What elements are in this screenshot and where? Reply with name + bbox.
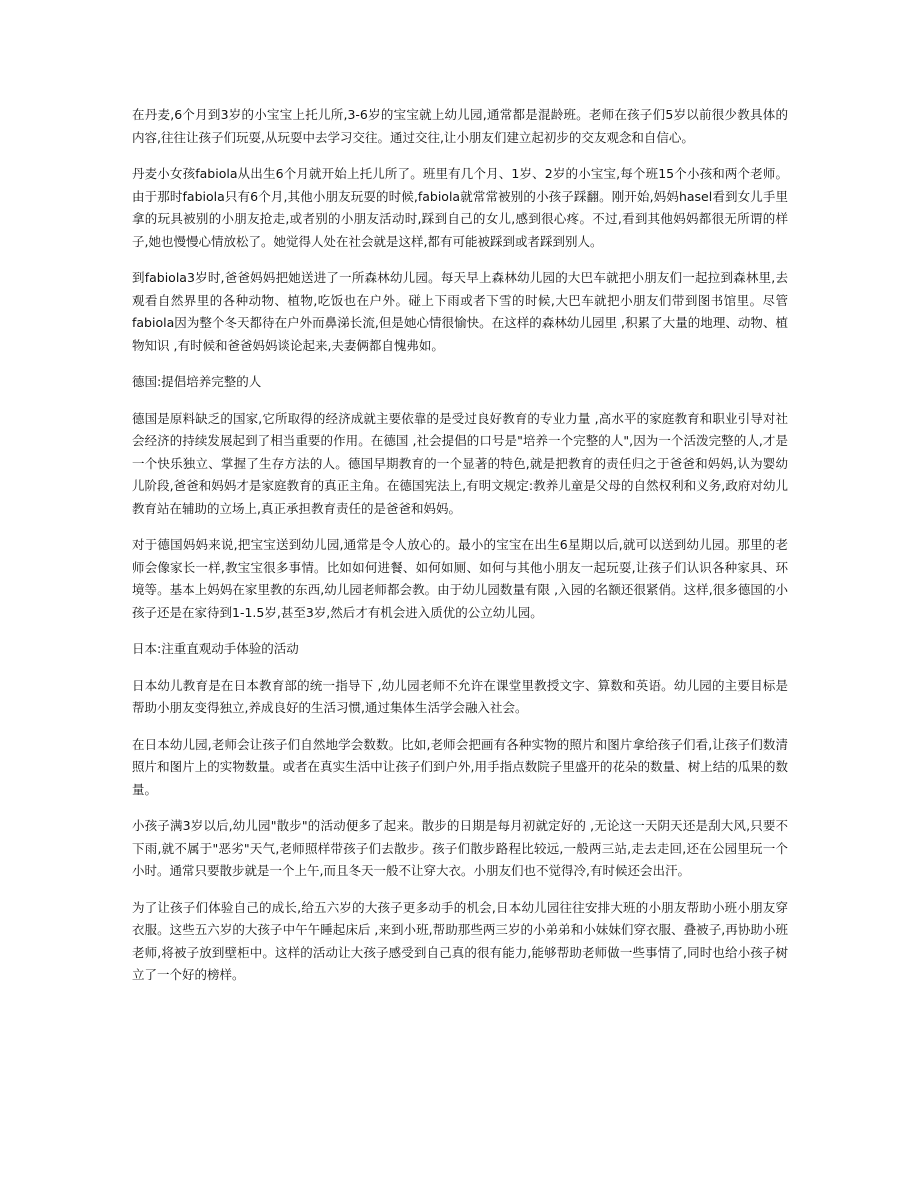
paragraph-denmark-intro: 在丹麦,6个月到3岁的小宝宝上托儿所,3-6岁的宝宝就上幼儿园,通常都是混龄班。老师在孩子们5岁以前很少教具体的内容,往往让孩子们玩耍,从玩耍中去学习交往。通过交往,让小朋友们建立起初步的交友观念和自信心。	[132, 107, 788, 145]
paragraph-germany-education: 德国是原料缺乏的国家,它所取得的经济成就主要依靠的是受过良好教育的专业力量 ,高水平的家庭教育和职业引导对社会经济的持续发展起到了相当重要的作用。在德国 ,社会提倡的口号是"培养一个完整的人",因为一个活泼完整的人,才是一个快乐独立、掌握了生存方法的人。德国早期教育的一个显著的特色,就是把教育的责任归之于爸爸和妈妈,认为婴幼儿阶段,爸爸和妈妈才是家庭教育的真正主角。在德国宪法上,有明文规定:教养儿童是父母的自然权利和义务,政府对幼儿教育站在辅助的立场上,真正承担教育责任的是爸爸和妈妈。	[132, 410, 788, 516]
paragraph-fabiola-nursery: 丹麦小女孩fabiola从出生6个月就开始上托儿所了。班里有几个月、1岁、2岁的小宝宝,每个班15个小孩和两个老师。由于那时fabiola只有6个月,其他小朋友玩耍的时候,fabiola就常常被别的小孩子踩翻。刚开始,妈妈hasel看到女儿手里拿的玩具被别的小朋友抢走,或者别的小朋友活动时,踩到自己的女儿,感到很心疼。不过,看到其他妈妈都很无所谓的样子,她也慢慢心情放松了。她觉得人处在社会就是这样,都有可能被踩到或者踩到别人。	[132, 166, 788, 249]
paragraph-japan-walk: 小孩子满3岁以后,幼儿园"散步"的活动便多了起来。散步的日期是每月初就定好的 ,无论这一天阴天还是刮大风,只要不下雨,就不属于"恶劣"天气,老师照样带孩子们去散步。孩子们散步路程比较远,一般两三站,走去走回,还在公园里玩一个小时。通常只要散步就是一个上午,而且冬天一般不让穿大衣。小朋友们也不觉得冷,有时候还会出汗。	[132, 818, 788, 878]
paragraph-germany-kindergarten: 对于德国妈妈来说,把宝宝送到幼儿园,通常是令人放心的。最小的宝宝在出生6星期以后,就可以送到幼儿园。那里的老师会像家长一样,教宝宝很多事情。比如如何进餐、如何如厕、如何与其他小朋友一起玩耍,让孩子们认识各种家具、环境等。基本上妈妈在家里教的东西,幼儿园老师都会教。由于幼儿园数量有限 ,入园的名额还很紧俏。这样,很多德国的小孩子还是在家待到1-1.5岁,甚至3岁,然后才有机会进入质优的公立幼儿园。	[132, 537, 788, 620]
paragraph-japan-guidance: 日本幼儿教育是在日本教育部的统一指导下 ,幼儿园老师不允许在课堂里教授文字、算数和英语。幼儿园的主要目标是帮助小朋友变得独立,养成良好的生活习惯,通过集体生活学会融入社会。	[132, 677, 788, 715]
section-heading-germany: 德国:提倡培养完整的人	[132, 374, 262, 389]
paragraph-japan-older-kids: 为了让孩子们体验自己的成长,给五六岁的大孩子更多动手的机会,日本幼儿园往往安排大班的小朋友帮助小班小朋友穿衣服。这些五六岁的大孩子中午午睡起床后 ,来到小班,帮助那些两三岁的小弟弟和小妹妹们穿衣服、叠被子,再协助小班老师,将被子放到壁柜中。这样的活动让大孩子感受到自己真的很有能力,能够帮助老师做一些事情了,同时也给小孩子树立了一个好的榜样。	[132, 899, 788, 982]
paragraph-forest-kindergarten: 到fabiola3岁时,爸爸妈妈把她送进了一所森林幼儿园。每天早上森林幼儿园的大巴车就把小朋友们一起拉到森林里,去观看自然界里的各种动物、植物,吃饭也在户外。碰上下雨或者下雪的时候,大巴车就把小朋友们带到图书馆里。尽管fabiola因为整个冬天都待在户外而鼻涕长流,但是她心情很愉快。在这样的森林幼儿园里 ,积累了大量的地理、动物、植物知识 ,有时候和爸爸妈妈谈论起来,夫妻俩都自愧弗如。	[132, 270, 788, 353]
section-heading-japan: 日本:注重直观动手体验的活动	[132, 641, 299, 656]
paragraph-japan-counting: 在日本幼儿园,老师会让孩子们自然地学会数数。比如,老师会把画有各种实物的照片和图片拿给孩子们看,让孩子们数清照片和图片上的实物数量。或者在真实生活中让孩子们到户外,用手指点数院子里盛开的花朵的数量、树上结的瓜果的数量。	[132, 736, 788, 797]
document-page	[132, 104, 788, 1001]
